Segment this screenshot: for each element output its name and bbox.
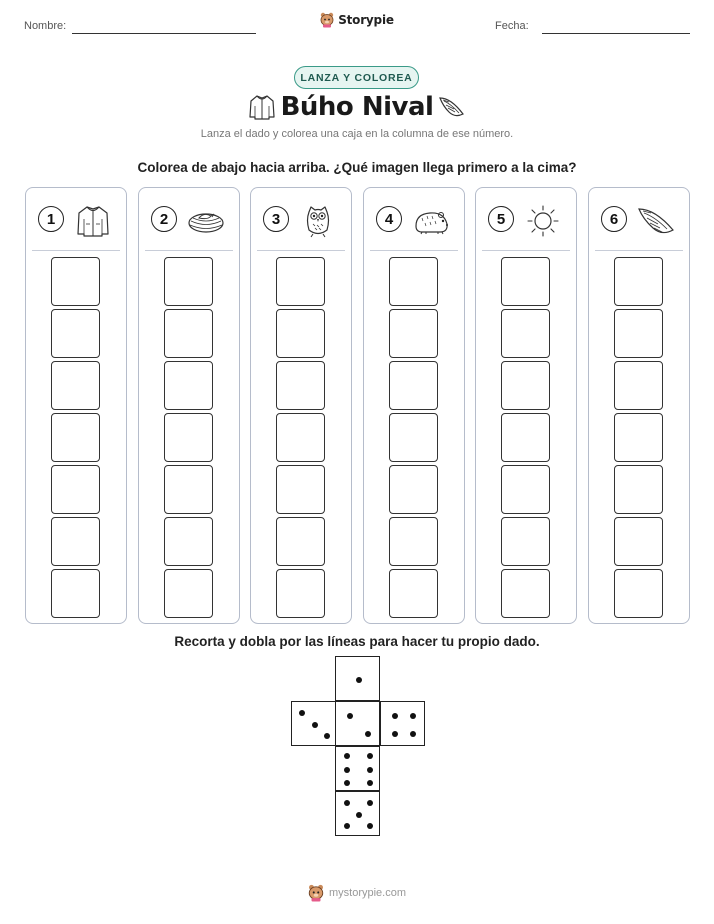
- color-box[interactable]: [614, 257, 663, 306]
- color-box[interactable]: [164, 465, 213, 514]
- column-number: 5: [488, 206, 514, 232]
- column-6: [588, 187, 690, 624]
- column-divider: [595, 250, 683, 251]
- column-divider: [32, 250, 120, 251]
- die-face-5: [335, 791, 380, 836]
- wing-icon: [635, 204, 677, 238]
- die-caption: Recorta y dobla por las líneas para hacer tu propio dado.: [174, 634, 540, 649]
- column-2: [138, 187, 240, 624]
- column-header: [601, 204, 681, 238]
- color-box[interactable]: [276, 309, 325, 358]
- column-number: 6: [601, 206, 627, 232]
- lemming-icon: [410, 204, 452, 238]
- die-pip: [392, 713, 398, 719]
- color-box[interactable]: [389, 309, 438, 358]
- column-divider: [145, 250, 233, 251]
- color-box[interactable]: [51, 517, 100, 566]
- brand-name: Storypie: [338, 13, 394, 27]
- die-pip: [356, 677, 362, 683]
- color-box[interactable]: [51, 465, 100, 514]
- die-face-6: [335, 746, 380, 791]
- color-box[interactable]: [164, 413, 213, 462]
- footer: [0, 884, 714, 902]
- die-pip: [365, 731, 371, 737]
- color-box[interactable]: [51, 309, 100, 358]
- column-divider: [257, 250, 345, 251]
- color-box[interactable]: [614, 309, 663, 358]
- jacket-icon: [72, 204, 114, 238]
- die-face-2: [335, 701, 380, 746]
- column-header: [488, 204, 568, 238]
- color-box[interactable]: [614, 361, 663, 410]
- color-box[interactable]: [501, 309, 550, 358]
- die-pip: [410, 713, 416, 719]
- die-pip: [367, 780, 373, 786]
- instruction: Colorea de abajo hacia arriba. ¿Qué imagen llega primero a la cima?: [137, 160, 577, 175]
- color-box[interactable]: [164, 257, 213, 306]
- color-box[interactable]: [276, 413, 325, 462]
- column-3: [250, 187, 352, 624]
- die-pip: [367, 753, 373, 759]
- footer-url: mystorypie.com: [328, 887, 407, 899]
- column-divider: [370, 250, 458, 251]
- color-box[interactable]: [614, 413, 663, 462]
- die-pip: [367, 767, 373, 773]
- bear-mascot-icon: [308, 884, 324, 902]
- die-pip: [344, 753, 350, 759]
- color-box[interactable]: [51, 569, 100, 618]
- color-box[interactable]: [501, 361, 550, 410]
- color-box[interactable]: [501, 517, 550, 566]
- sun-icon: [522, 204, 564, 238]
- color-box[interactable]: [164, 309, 213, 358]
- color-box[interactable]: [276, 517, 325, 566]
- column-header: [263, 204, 343, 238]
- die-pip: [344, 780, 350, 786]
- color-box[interactable]: [276, 361, 325, 410]
- color-box[interactable]: [501, 257, 550, 306]
- die-pip: [367, 823, 373, 829]
- die-pip: [356, 812, 362, 818]
- color-box[interactable]: [276, 569, 325, 618]
- die-pip: [344, 823, 350, 829]
- color-box[interactable]: [164, 361, 213, 410]
- color-box[interactable]: [389, 569, 438, 618]
- brand-logo: [0, 12, 714, 28]
- die-pip: [410, 731, 416, 737]
- color-box[interactable]: [614, 465, 663, 514]
- color-box[interactable]: [276, 465, 325, 514]
- die-pip: [367, 800, 373, 806]
- die-face-1: [335, 656, 380, 701]
- name-label: Nombre:: [24, 20, 67, 32]
- column-4: [363, 187, 465, 624]
- column-header: [38, 204, 118, 238]
- column-5: [475, 187, 577, 624]
- die-pip: [344, 767, 350, 773]
- die-face-4: [380, 701, 425, 746]
- die-pip: [324, 733, 330, 739]
- nest-icon: [185, 204, 227, 238]
- color-box[interactable]: [501, 413, 550, 462]
- wing-icon: [437, 92, 467, 122]
- color-box[interactable]: [389, 465, 438, 514]
- owl-icon: [297, 204, 339, 238]
- column-header: [151, 204, 231, 238]
- color-box[interactable]: [51, 361, 100, 410]
- column-header: [376, 204, 456, 238]
- color-box[interactable]: [164, 517, 213, 566]
- die-pip: [344, 800, 350, 806]
- color-box[interactable]: [389, 361, 438, 410]
- date-label: Fecha:: [495, 20, 529, 32]
- die-pip: [299, 710, 305, 716]
- die-pip: [347, 713, 353, 719]
- color-box[interactable]: [276, 257, 325, 306]
- color-box[interactable]: [501, 569, 550, 618]
- color-box[interactable]: [51, 413, 100, 462]
- date-field[interactable]: [542, 33, 690, 34]
- color-box[interactable]: [51, 257, 100, 306]
- die-pip: [392, 731, 398, 737]
- column-number: 1: [38, 206, 64, 232]
- color-box[interactable]: [389, 413, 438, 462]
- die-pip: [312, 722, 318, 728]
- column-number: 3: [263, 206, 289, 232]
- color-box[interactable]: [501, 465, 550, 514]
- die-face-3: [291, 701, 336, 746]
- color-box[interactable]: [164, 569, 213, 618]
- color-box[interactable]: [614, 569, 663, 618]
- page-title: Búho Nival: [280, 92, 434, 122]
- column-number: 4: [376, 206, 402, 232]
- column-divider: [482, 250, 570, 251]
- color-box[interactable]: [389, 517, 438, 566]
- subtitle: Lanza el dado y colorea una caja en la columna de ese número.: [200, 128, 514, 140]
- column-number: 2: [151, 206, 177, 232]
- bear-mascot-icon: [320, 12, 334, 28]
- name-field[interactable]: [72, 33, 256, 34]
- column-1: [25, 187, 127, 624]
- color-box[interactable]: [614, 517, 663, 566]
- color-box[interactable]: [389, 257, 438, 306]
- activity-badge: LANZA Y COLOREA: [294, 66, 419, 89]
